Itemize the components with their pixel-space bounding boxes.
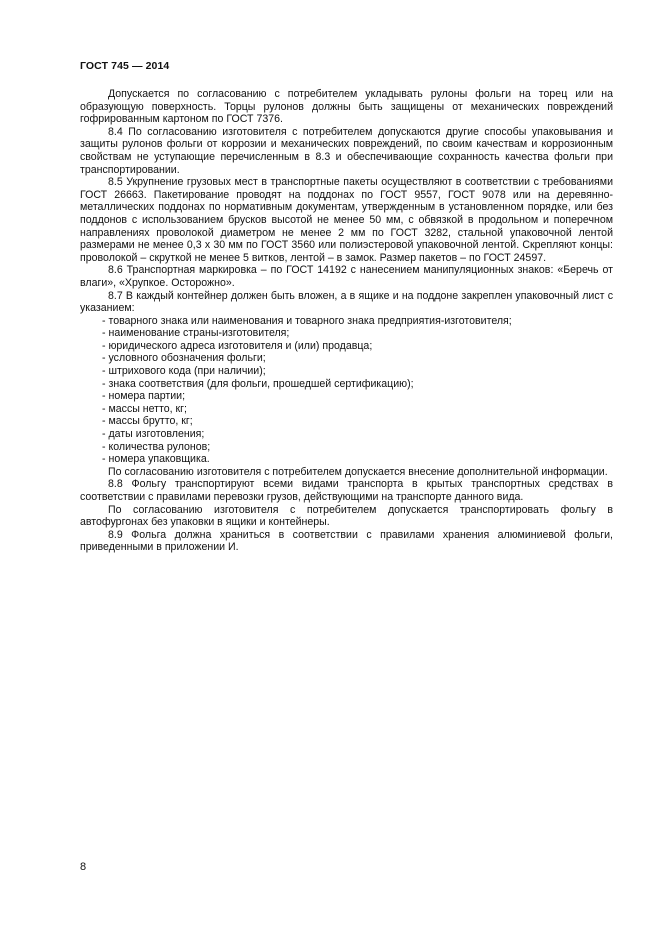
- document-header: ГОСТ 745 — 2014: [80, 60, 170, 72]
- list-item: - знака соответствия (для фольги, прошедшей сертификацию);: [102, 377, 414, 390]
- paragraph-packing-orientation: Допускается по согласованию с потребителем укладывать рулоны фольги на торец или на образующую поверхность. Торцы рулонов должны быть защищены от механических повреждений гофрированным картоном по ГОСТ 7376.: [80, 88, 613, 126]
- list-item: - юридического адреса изготовителя и (или) продавца;: [102, 339, 373, 352]
- list-item: - товарного знака или наименования и товарного знака предприятия-изготовителя;: [102, 314, 512, 327]
- page-number: 8: [80, 861, 87, 873]
- list-item: - номера упаковщика.: [102, 453, 210, 466]
- paragraph-8-7: 8.7 В каждый контейнер должен быть вложен, а в ящике и на поддоне закреплен упаковочный лист с указанием:: [80, 289, 613, 315]
- paragraph-8-5: 8.5 Укрупнение грузовых мест в транспортные пакеты осуществляют в соответствии с требованиями ГОСТ 26663. Пакетирование проводят на поддонах по ГОСТ 9557, ГОСТ 9078 или на деревянно-металлических поддонах по нормативным документам, утвержденным в установленном порядке, или без поддонов с использованием брусков высотой не менее 50 мм, с обвязкой в продольном и поперечном направлениях проволокой диаметром не менее 2 мм по ГОСТ 3282, стальной упаковочной лентой размерами не менее 0,3 х 30 мм по ГОСТ 3560 или полиэстеровой упаковочной лентой. Скрепляют концы: проволокой – скруткой не менее 5 витков, лентой – в замок. Размер пакетов – по ГОСТ 24597.: [80, 176, 613, 264]
- packing-list-items: [80, 315, 613, 466]
- document-body: [80, 88, 613, 554]
- list-item: - массы брутто, кг;: [102, 415, 193, 428]
- paragraph-additional-info: По согласованию изготовителя с потребителем допускается внесение дополнительной информации.: [108, 465, 608, 478]
- paragraph-8-9: 8.9 Фольга должна храниться в соответствии с правилами хранения алюминиевой фольги, приведенными в приложении И.: [80, 528, 613, 554]
- paragraph-8-8: 8.8 Фольгу транспортируют всеми видами транспорта в крытых транспортных средствах в соответствии с правилами перевозки грузов, действующими на транспорте данного вида.: [80, 478, 613, 503]
- list-item: - номера партии;: [102, 390, 186, 403]
- paragraph-8-6: 8.6 Транспортная маркировка – по ГОСТ 14192 с нанесением манипуляционных знаков: «Беречь от влаги», «Хрупкое. Осторожно».: [80, 264, 613, 289]
- paragraph-unpacked-transport: По согласованию изготовителя с потребителем допускается транспортировать фольгу в автофургонах без упаковки в ящики и контейнеры.: [80, 503, 613, 529]
- list-item: - даты изготовления;: [102, 428, 205, 441]
- list-item: - количества рулонов;: [102, 440, 211, 453]
- list-item: - штрихового кода (при наличии);: [102, 365, 266, 378]
- paragraph-8-4: 8.4 По согласованию изготовителя с потребителем допускаются другие способы упаковывания и защиты рулонов фольги от коррозии и механических повреждений, по своим качествам и коррозионным свойствам не уступающие перечисленным в 8.3 и обеспечивающие сохранность качества фольги при транспортировании.: [80, 125, 613, 176]
- list-item: - условного обозначения фольги;: [102, 352, 266, 365]
- list-item: - массы нетто, кг;: [102, 402, 187, 415]
- list-item: - наименование страны-изготовителя;: [102, 327, 290, 340]
